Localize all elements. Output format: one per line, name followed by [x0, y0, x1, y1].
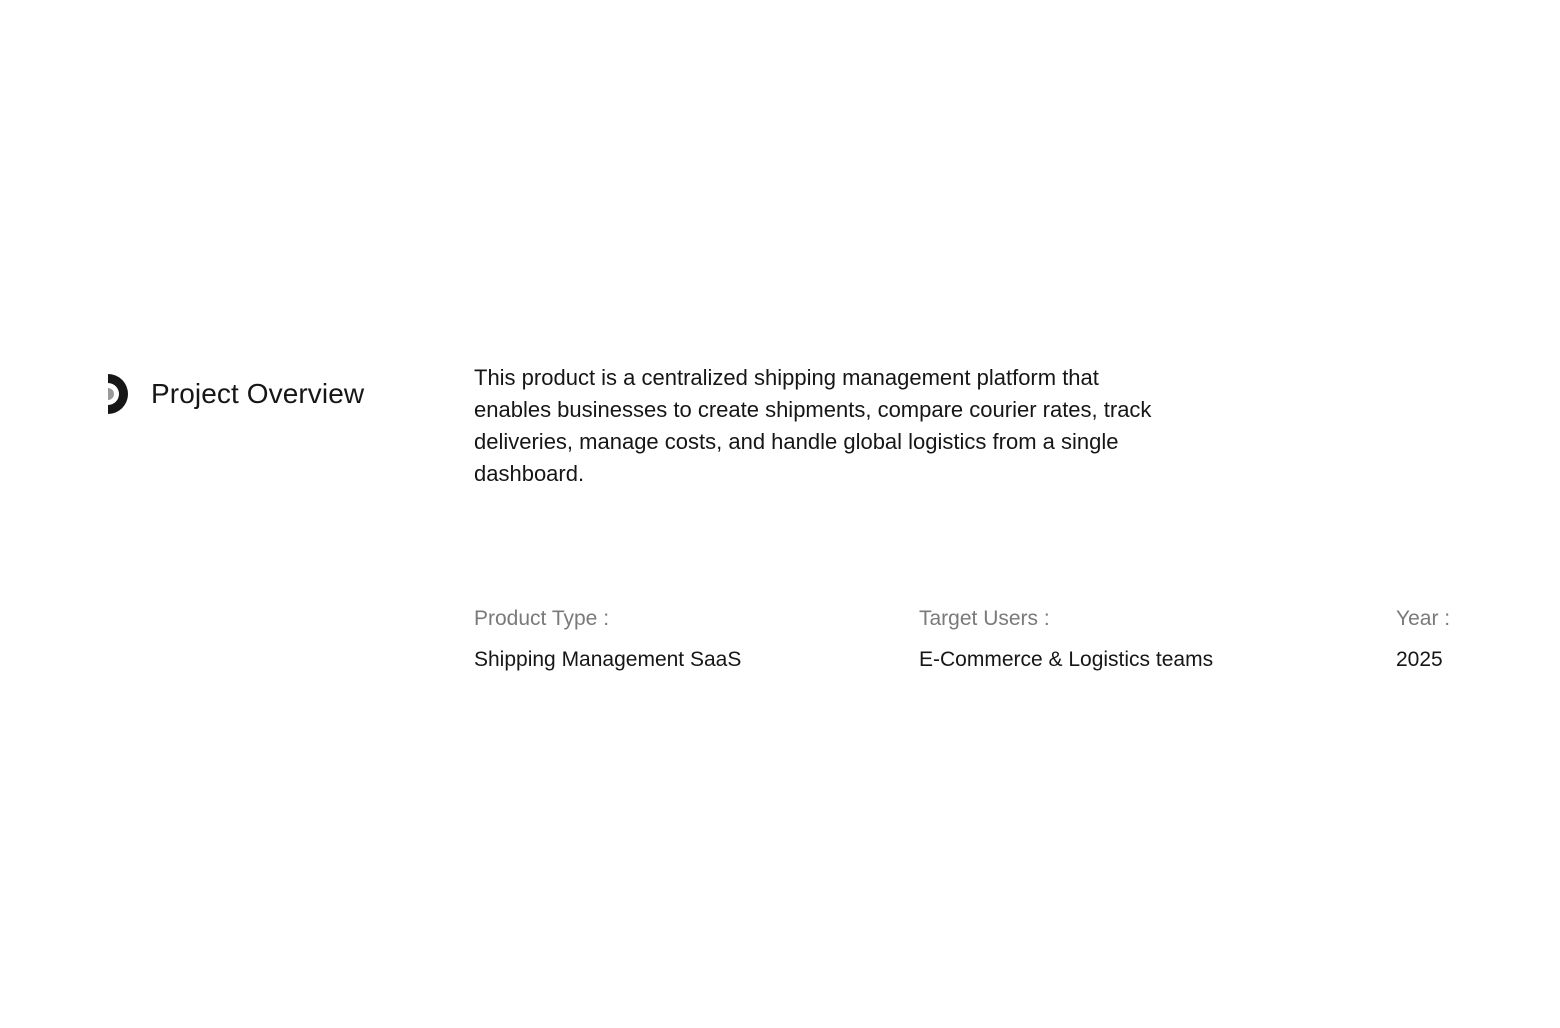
section-heading — [108, 372, 364, 416]
meta-value: Shipping Management SaaS — [474, 648, 742, 671]
section-title: Project Overview — [151, 378, 365, 409]
meta-value: 2025 — [1396, 648, 1443, 671]
meta-product-type — [474, 604, 741, 675]
half-ring-icon — [108, 374, 129, 414]
meta-label: Product Type : — [474, 607, 610, 630]
meta-year — [1396, 604, 1450, 675]
meta-target-users — [919, 604, 1213, 675]
project-description: This product is a centralized shipping management platform that enables businesses to create shipments, compare courier rates, track deliveries, manage costs, and handle global logistics from a single dashboard. — [474, 365, 1152, 486]
meta-label: Year : — [1396, 607, 1451, 630]
meta-label: Target Users : — [919, 607, 1050, 630]
meta-value: E-Commerce & Logistics teams — [919, 648, 1214, 671]
